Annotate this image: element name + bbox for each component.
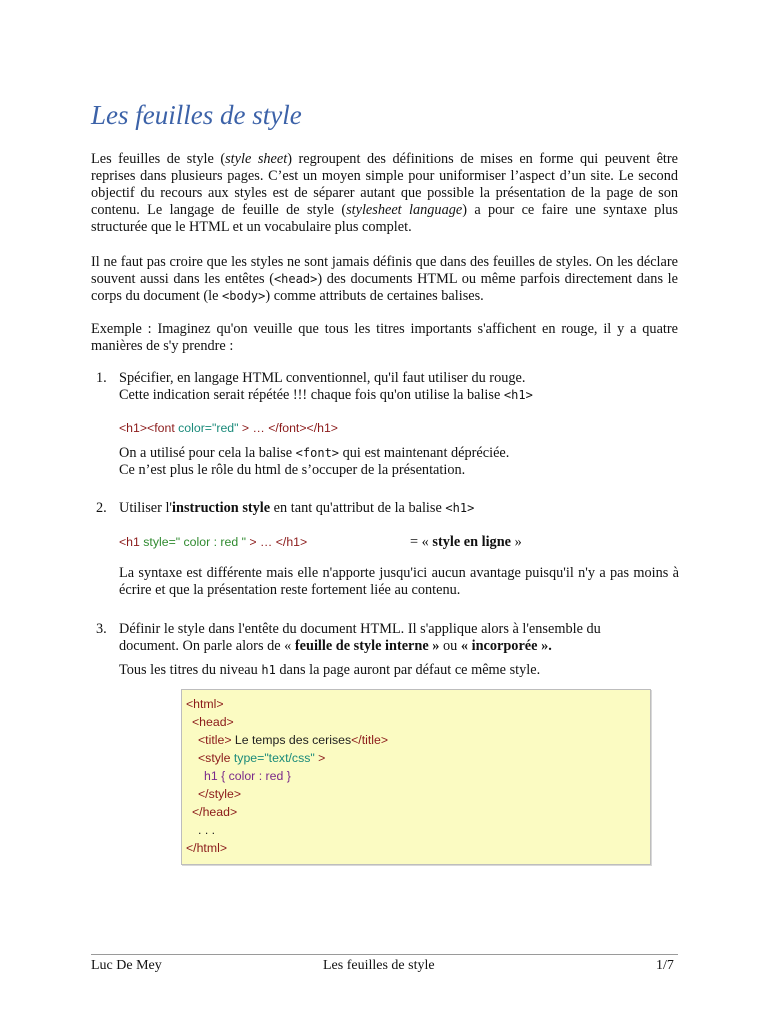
item-1-line-3	[119, 445, 679, 462]
intro-paragraph-2	[91, 254, 678, 305]
list-number: 2.	[96, 500, 107, 516]
item-3-line-3	[119, 662, 679, 679]
text: ) des documents HTML ou même parfois directement dans le corps du document (le	[91, 271, 678, 304]
code-attribute: color="red"	[178, 421, 239, 435]
code-line-1: <html>	[186, 697, 224, 711]
code-line-3	[198, 732, 388, 749]
text: Les feuilles de style (	[91, 151, 226, 167]
footer-divider	[91, 954, 678, 955]
document-page	[91, 0, 678, 1024]
item-2-code-example	[119, 534, 419, 551]
code-tag: >	[314, 751, 326, 765]
item-1-line-4: Ce n’est plus le rôle du html de s’occuper de la présentation.	[119, 462, 466, 478]
code-line-5: h1 { color : red }	[204, 769, 291, 783]
code-tag: <title>	[198, 733, 232, 747]
item-2-note	[410, 534, 610, 551]
text: »	[511, 534, 522, 550]
item-3-line-2	[119, 638, 679, 655]
code-attribute: type="text/css"	[233, 751, 315, 765]
intro-paragraph-3: Exemple : Imaginez qu'on veuille que tous les titres importants s'affichent en rouge, il y a quatre manières de s'y prendre :	[91, 321, 678, 354]
bold-instruction-style: instruction style	[172, 500, 271, 516]
code-h1: h1	[261, 663, 276, 677]
item-1-line-1: Spécifier, en langage HTML conventionnel, qu'il faut utiliser du rouge.	[119, 370, 526, 386]
emphasis-style-sheet: style sheet	[225, 151, 288, 167]
code-line-2: <head>	[192, 715, 234, 729]
code-tag: <style	[198, 751, 234, 765]
list-number: 1.	[96, 370, 107, 386]
text: On a utilisé pour cela la balise	[119, 445, 296, 461]
footer-page-number: 1/7	[656, 958, 674, 973]
code-tag: > … </h1>	[246, 535, 308, 549]
text: Cette indication serait répétée !!! chaque fois qu'on utilise la balise	[119, 387, 504, 403]
text: ) a pour ce faire une syntaxe plus structurée que le HTML et un vocabulaire plus complet.	[91, 202, 679, 235]
code-block	[181, 689, 651, 865]
code-line-6: </style>	[198, 787, 242, 801]
item-1-code-example	[119, 420, 679, 437]
code-text: Le temps des cerises	[231, 733, 352, 747]
text: document. On parle alors de «	[119, 638, 295, 654]
intro-paragraph-1	[91, 151, 678, 236]
code-line-7: </head>	[192, 805, 238, 819]
text: ) regroupent des définitions de mises en forme qui peuvent être reprises dans plusieurs pages. C’est un moyen simple pour uniformiser l’aspect d’un site. Le second objectif du recours aux styles est de séparer autant que possible la présentation de la page de son contenu. Le langage de feuille de style (	[91, 151, 678, 218]
code-body-tag: <body>	[222, 289, 266, 303]
item-2-paragraph: La syntaxe est différente mais elle n'apporte jusqu'ici aucun avantage puisqu'il n'y a pas moins à écrire et que la présentation reste fortement liée au contenu.	[119, 565, 679, 598]
code-line-4	[198, 750, 325, 767]
footer-author: Luc De Mey	[91, 958, 162, 973]
code-tag: <h1	[119, 535, 144, 549]
code-tag: > … </font></h1>	[238, 421, 338, 435]
text: en tant qu'attribut de la balise	[270, 500, 446, 516]
item-3-line-1: Définir le style dans l'entête du document HTML. Il s'applique alors à l'ensemble du	[119, 621, 601, 637]
emphasis-stylesheet-language: stylesheet language	[346, 202, 463, 218]
text: = «	[410, 534, 433, 550]
footer-doc-title: Les feuilles de style	[323, 958, 435, 973]
text: Utiliser l'	[119, 500, 173, 516]
text: ) comme attributs de certaines balises.	[265, 288, 484, 304]
text: Tous les titres du niveau	[119, 662, 262, 678]
code-attribute: style=" color : red "	[143, 535, 246, 549]
code-tag: <h1><font	[119, 421, 179, 435]
item-2-line-1	[119, 500, 679, 517]
item-1-line-2	[119, 387, 679, 404]
code-tag: </title>	[351, 733, 389, 747]
bold-style-en-ligne: style en ligne	[432, 534, 512, 550]
code-head-tag: <head>	[273, 272, 318, 286]
text: dans la page auront par défaut ce même style.	[275, 662, 541, 678]
code-h1-tag: <h1>	[445, 501, 475, 515]
code-line-9: </html>	[186, 841, 228, 855]
text: Il ne faut pas croire que les styles ne sont jamais définis que dans des feuilles de styles. On les déclare souvent aussi dans les entêtes (	[91, 254, 678, 287]
text: qui est maintenant dépréciée.	[339, 445, 510, 461]
text: ou	[439, 638, 461, 654]
list-number: 3.	[96, 621, 107, 637]
bold-incorporee: « incorporée ».	[460, 638, 552, 654]
page-title: Les feuilles de style	[91, 100, 302, 130]
bold-feuille-interne: feuille de style interne »	[294, 638, 440, 654]
code-h1-tag: <h1>	[503, 388, 533, 402]
code-line-8: . . .	[198, 823, 216, 837]
code-font-tag: <font>	[295, 446, 340, 460]
